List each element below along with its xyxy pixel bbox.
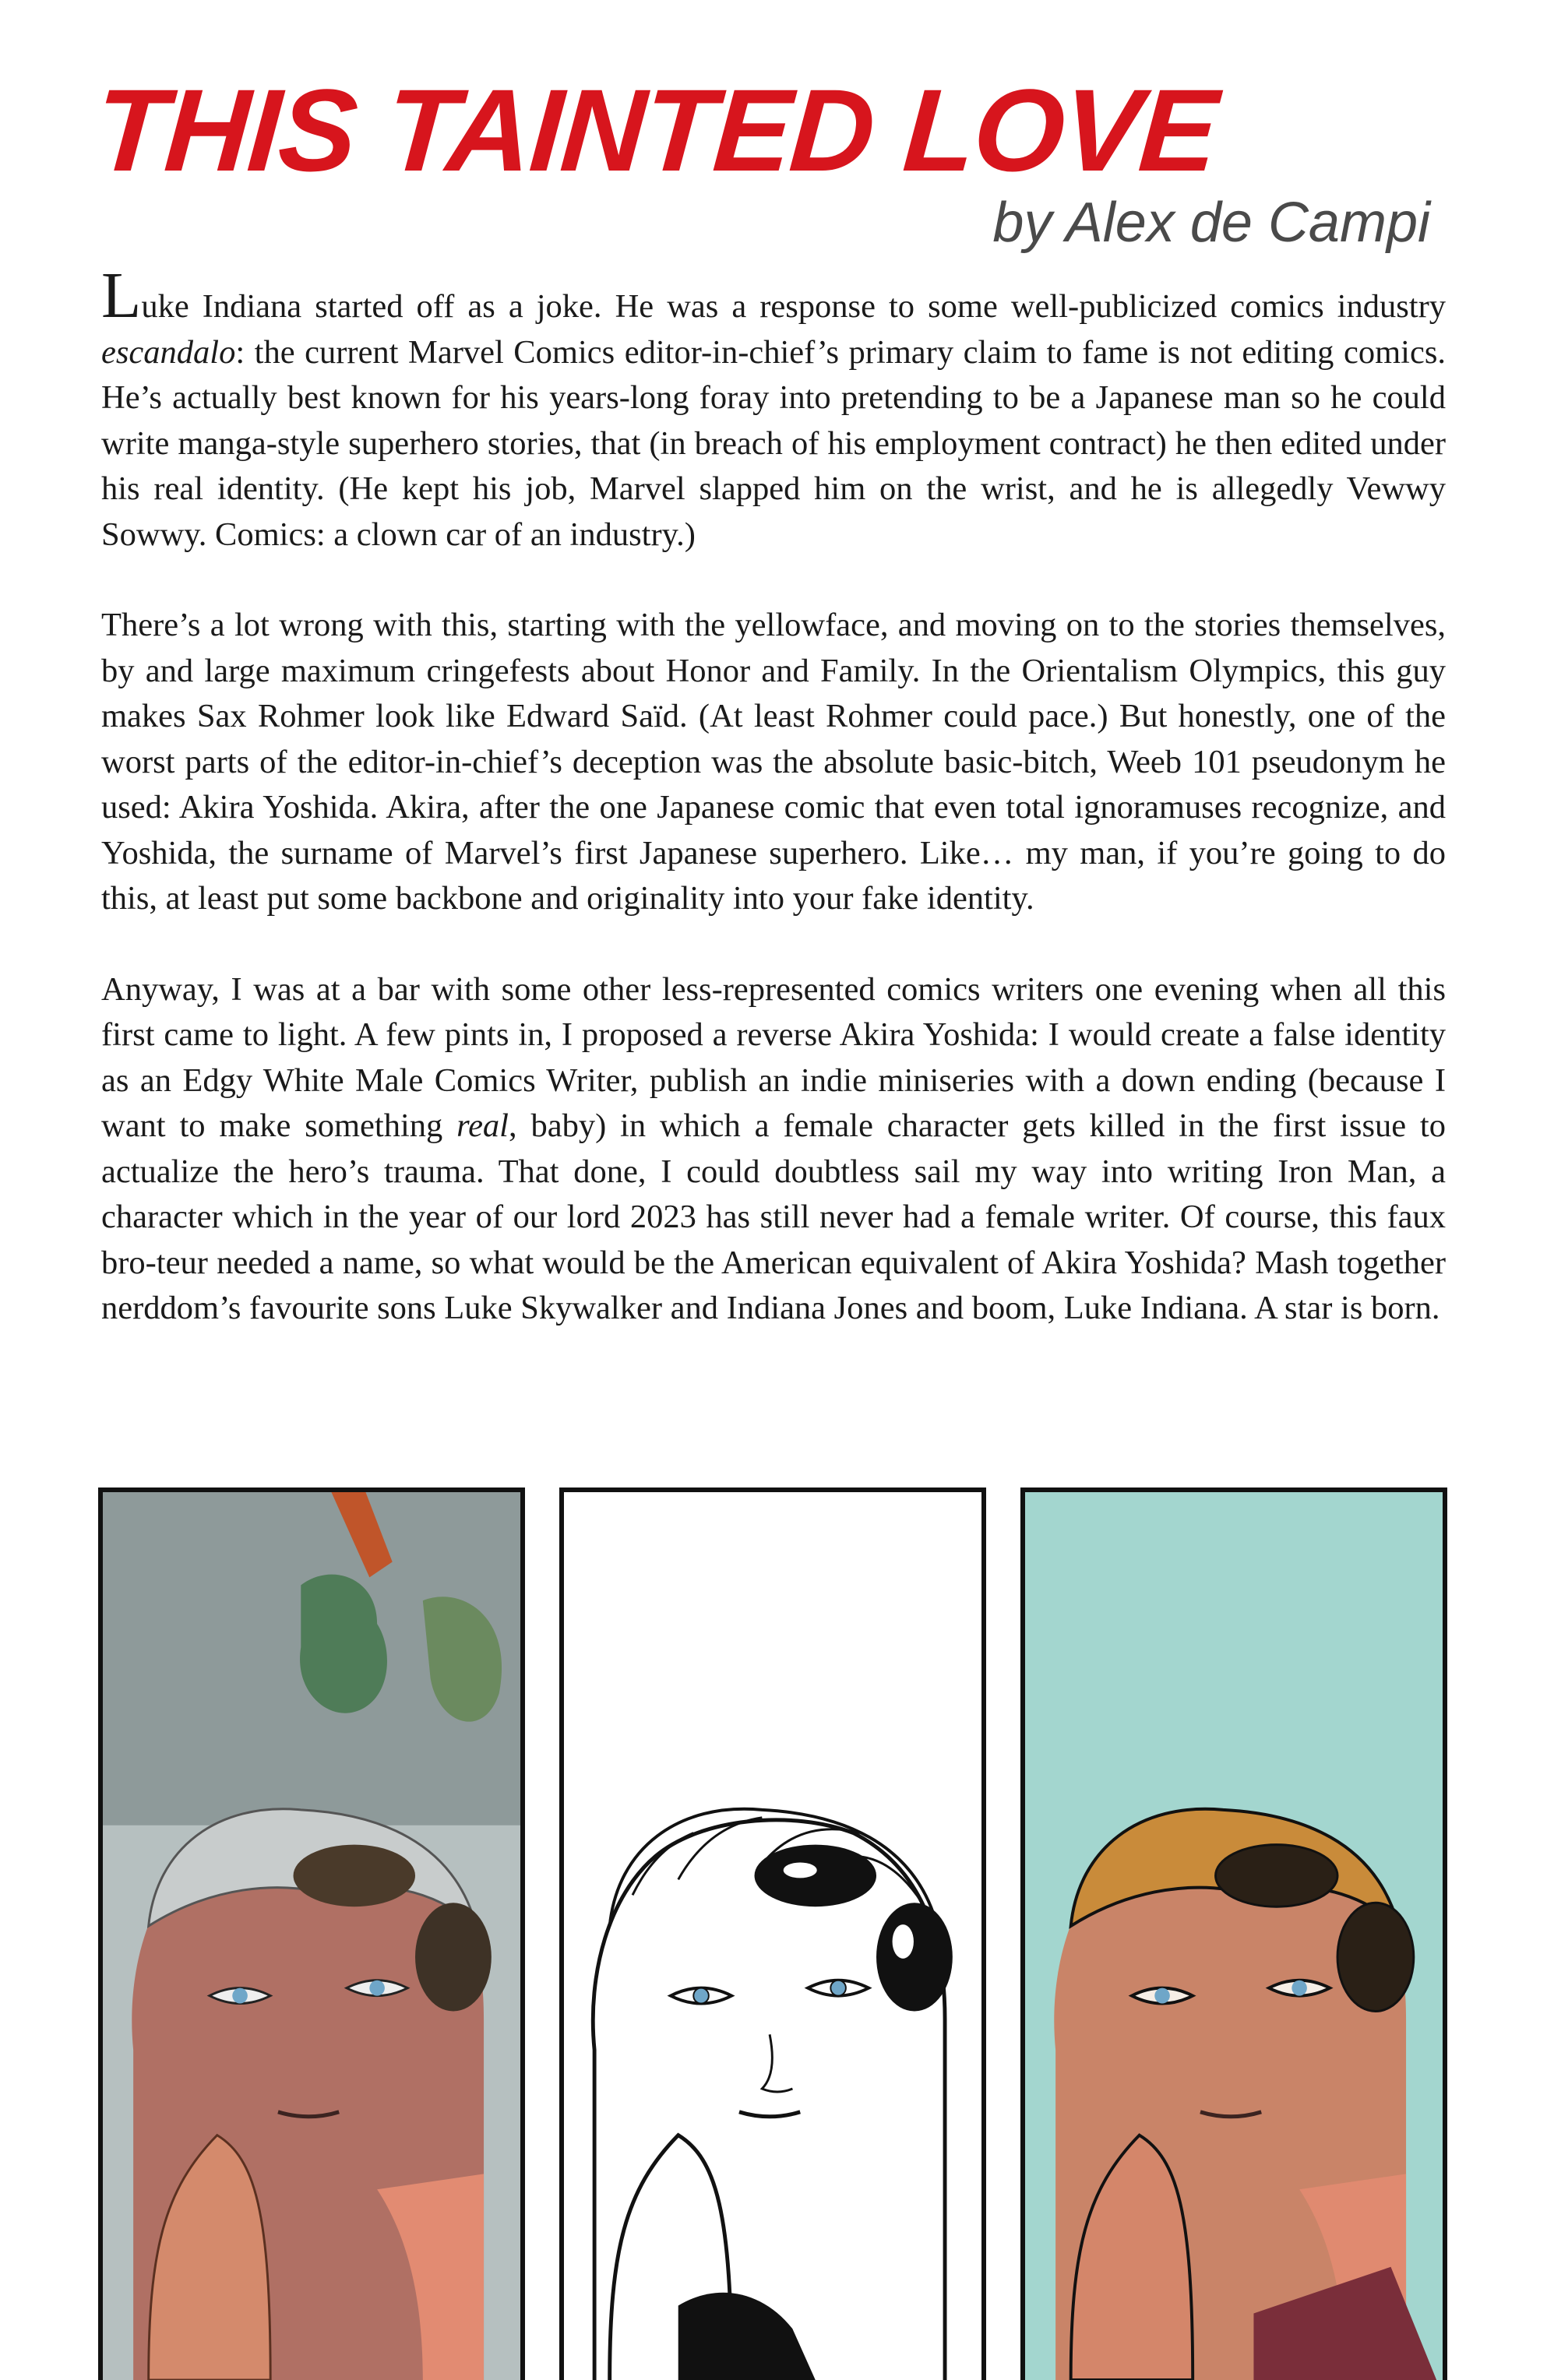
paragraph-1-text-a: uke Indiana started off as a joke. He was a response to some well-publicized comics industry (141, 288, 1446, 325)
article-body (101, 259, 1446, 1377)
paragraph-1 (101, 259, 1446, 558)
paragraph-1-emphasis: escandalo (101, 333, 236, 371)
author-byline: by Alex de Campi (992, 192, 1430, 254)
comic-panel-final-color (1020, 1488, 1447, 2380)
article-title: THIS TAINTED LOVE (90, 65, 1221, 195)
face-illustration-color (1025, 1492, 1443, 2380)
comic-panel-color-rough (98, 1488, 525, 2380)
drop-cap: L (101, 259, 142, 332)
paragraph-3-emphasis: real (456, 1107, 509, 1144)
comic-panel-inks (559, 1488, 986, 2380)
paragraph-3-text-b: , baby) in which a female character gets killed in the first issue to actualize the hero’s trauma. That done, I could doubtless sail my way into writing Iron Man, a character which in the year of our lord 2023 has still never had a female writer. Of course, this faux bro-teur needed a name, so what would be the American equivalent of Akira Yoshida? Mash together nerddom’s favourite sons Luke Skywalker and Indiana Jones and boom, Luke Indiana. A star is born. (101, 1107, 1446, 1326)
paragraph-2: There’s a lot wrong with this, starting with the yellowface, and moving on to the stories themselves, by and large maximum cringefests about Honor and Family. In the Orientalism Olympics, this guy makes Sax Rohmer look like Edward Saïd. (At least Rohmer could pace.) But honestly, one of the worst parts of the editor-in-chief’s deception was the absolute basic-bitch, Weeb 101 pseudonym he used: Akira Yoshida. Akira, after the one Japanese comic that even total ignoramuses recognize, and Yoshida, the surname of Marvel’s first Japanese superhero. Like… my man, if you’re going to do this, at least put some backbone and originality into your fake identity. (101, 607, 1446, 917)
paragraph-3 (101, 967, 1446, 1332)
comic-panel-strip (92, 1488, 1463, 2380)
paragraph-3-text-a: Anyway, I was at a bar with some other less-represented comics writers one evening when all this first came to light. A few pints in, I proposed a reverse Akira Yoshida: I would create a false identity as an Edgy White Male Comics Writer, publish an indie miniseries with a down ending (because I want to make something (101, 970, 1446, 1144)
face-illustration-inks (564, 1492, 981, 2380)
face-illustration-rough (103, 1492, 520, 2380)
paragraph-1-text-b: : the current Marvel Comics editor-in-chief’s primary claim to fame is not editing comics. He’s actually best known for his years-long foray into pretending to be a Japanese man so he could write manga-style superhero stories, that (in breach of his employment contract) he then edited under his real identity. (He kept his job, Marvel slapped him on the wrist, and he is allegedly Vewwy Sowwy. Comics: a clown car of an industry.) (101, 333, 1446, 553)
